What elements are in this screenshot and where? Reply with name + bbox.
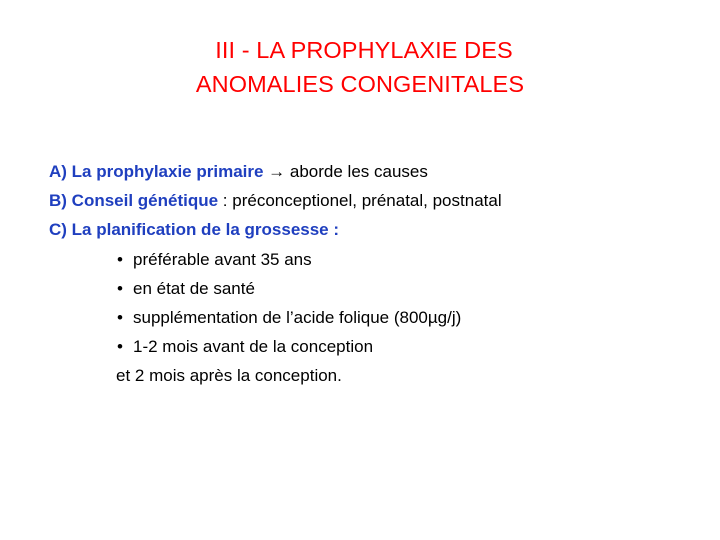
item-a-label: A) La prophylaxie primaire xyxy=(49,162,264,181)
bullet-text: supplémentation de l’acide folique (800µg/j) xyxy=(133,308,462,328)
bullet-text: en état de santé xyxy=(133,278,255,298)
bullet-item xyxy=(49,245,709,274)
item-b-text: : préconceptionel, prénatal, postnatal xyxy=(218,191,502,211)
item-a xyxy=(49,157,709,186)
bullet-icon: • xyxy=(117,249,123,269)
item-b xyxy=(49,186,709,215)
tail-text: et 2 mois après la conception. xyxy=(116,366,342,386)
item-b-label: B) Conseil génétique xyxy=(49,191,219,211)
item-c xyxy=(49,215,709,244)
item-a-text: → aborde les causes xyxy=(263,162,428,181)
bullet-text: préférable avant 35 ans xyxy=(133,249,312,269)
bullet-icon: • xyxy=(117,278,123,298)
slide-body xyxy=(49,157,709,391)
item-c-label: C) La planification de la grossesse : xyxy=(49,220,340,240)
slide-title-line-1: III - LA PROPHYLAXIE DES xyxy=(215,37,513,63)
slide-title-line-2: ANOMALIES CONGENITALES xyxy=(195,71,525,97)
bullet-icon: • xyxy=(117,308,123,328)
bullet-icon: • xyxy=(117,337,123,357)
bullet-item xyxy=(49,332,709,361)
bullet-item xyxy=(49,303,709,332)
bullet-item xyxy=(49,274,709,303)
slide-title xyxy=(0,33,720,101)
bullet-text: 1-2 mois avant de la conception xyxy=(133,337,374,357)
